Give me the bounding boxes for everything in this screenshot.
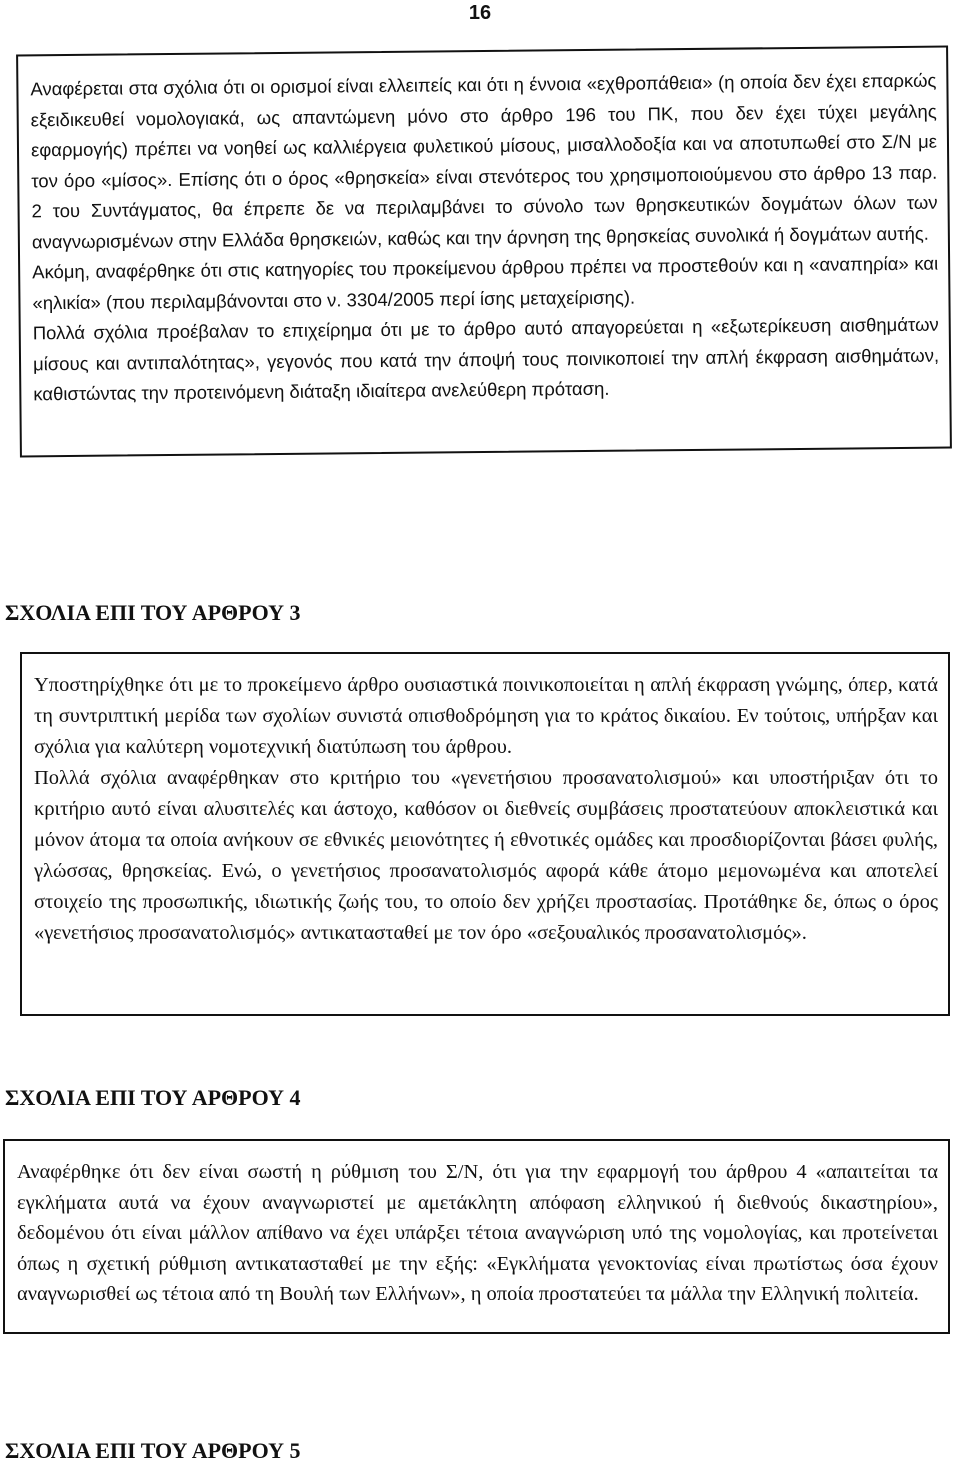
- intro-paragraph-3: Πολλά σχόλια προέβαλαν το επιχείρημα ότι με το άρθρο αυτό απαγορεύεται η «εξωτερίκευση αισθημάτων μίσους και αντιπαλότητας», γεγονός που κατά την άποψή τους ποινικοποιεί την απλή έκφραση αισθημάτων, καθιστώντας την προτεινόμενη διάταξη ιδιαίτερα ανελεύθερη πρόταση.: [32, 313, 940, 405]
- article-3-paragraph-1: Υποστηρίχθηκε ότι με το προκείμενο άρθρο ουσιαστικά ποινικοποιείται η απλή έκφραση γνώμης, όπερ, κατά τη συντριπτική μερίδα των σχολίων συνιστά οπισθοδρόμηση για το κράτος δικαίου. Εν τούτοις, υπήρξαν και σχόλια για καλύτερη νομοτεχνική διατύπωση του άρθρου.: [34, 674, 938, 758]
- section-heading-article-3: ΣΧΟΛΙΑ ΕΠΙ ΤΟΥ ΑΡΘΡΟΥ 3: [5, 600, 301, 625]
- intro-paragraph-1: Αναφέρεται στα σχόλια ότι οι ορισμοί είναι ελλειπείς και ότι η έννοια «εχθροπάθεια» (η οποία δεν έχει επαρκώς εξειδικευθεί νομολογιακά, ως απαντώμενη μόνο στο άρθρο 196 του ΠΚ, που δεν έχει τύχει μεγάλης εφαρμογής) πρέπει να νοηθεί ως καλλιέργεια φυλετικού μίσους, μισαλλοδοξία και να αποτυπωθεί στο Σ/Ν με τον όρο «μίσος». Επίσης ότι ο όρος «θρησκεία» είναι στενότερος του χρησιμοποιούμενου στο άρθρο 13 παρ. 2 του Συντάγματος, θα έπρεπε δε να περιλαμβάνει το σύνολο των θρησκευτικών δογμάτων όλων των αναγνωρισμένων στην Ελλάδα θρησκειών, καθώς και την άρνηση της θρησκείας συνολικά ή δογμάτων αυτής.: [30, 69, 938, 252]
- intro-paragraph-2: Ακόμη, αναφέρθηκε ότι στις κατηγορίες του προκείμενου άρθρου πρέπει να προστεθούν και η «αναπηρία» και «ηλικία» (που περιλαμβάνονται στο ν. 3304/2005 περί ίσης μεταχείρισης).: [32, 252, 939, 313]
- page-number: 16: [468, 2, 492, 24]
- section-heading-article-4: ΣΧΟΛΙΑ ΕΠΙ ΤΟΥ ΑΡΘΡΟΥ 4: [5, 1085, 301, 1110]
- intro-comments-box: [16, 46, 952, 458]
- article-3-comments-box: [20, 652, 950, 1016]
- article-4-comments-box: [3, 1139, 950, 1334]
- article-4-paragraph-1: Αναφέρθηκε ότι δεν είναι σωστή η ρύθμιση του Σ/Ν, ότι για την εφαρμογή του άρθρου 4 «απαιτείται τα εγκλήματα αυτά να έχουν αναγνωριστεί με αμετάκλητη απόφαση ελληνικού ή διεθνούς δικαστηρίου», δεδομένου ότι είναι μάλλον απίθανο να έχει υπάρξει τέτοια αναγνώριση υπό της νομολογίας, και προτείνεται όπως η σχετική ρύθμιση αντικατασταθεί με την εξής: «Εγκλήματα γενοκτονίας είναι πρωτίστως όσα έχουν αναγνωρισθεί ως τέτοια από τη Βουλή των Ελλήνων», η οποία προστατεύει τα μάλλα την Ελληνική πολιτεία.: [17, 1161, 938, 1305]
- section-heading-article-5: ΣΧΟΛΙΑ ΕΠΙ ΤΟΥ ΑΡΘΡΟΥ 5: [5, 1438, 301, 1463]
- article-3-paragraph-2: Πολλά σχόλια αναφέρθηκαν στο κριτήριο του «γενετήσιου προσανατολισμού» και υποστήριξαν ότι το κριτήριο αυτό είναι αλυσιτελές και άστοχο, καθόσον οι διεθνείς συμβάσεις προστατεύουν αποκλειστικά και μόνον άτομα τα οποία ανήκουν σε εθνικές μειονότητες ή εθνοτικές ομάδες και προσδιορίζονται βάσει φυλής, γλώσσας, θρησκείας. Ενώ, ο γενετήσιος προσανατολισμός αφορά κάθε άτομο μεμονωμένα και αποτελεί στοιχείο της προσωπικής, ιδιωτικής ζωής του, το οποίο δεν χρήζει προστασίας. Προτάθηκε δε, όπως ο όρος «γενετήσιος προσανατολισμός» αντικατασταθεί με τον όρο «σεξουαλικός προσανατολισμός».: [34, 767, 938, 944]
